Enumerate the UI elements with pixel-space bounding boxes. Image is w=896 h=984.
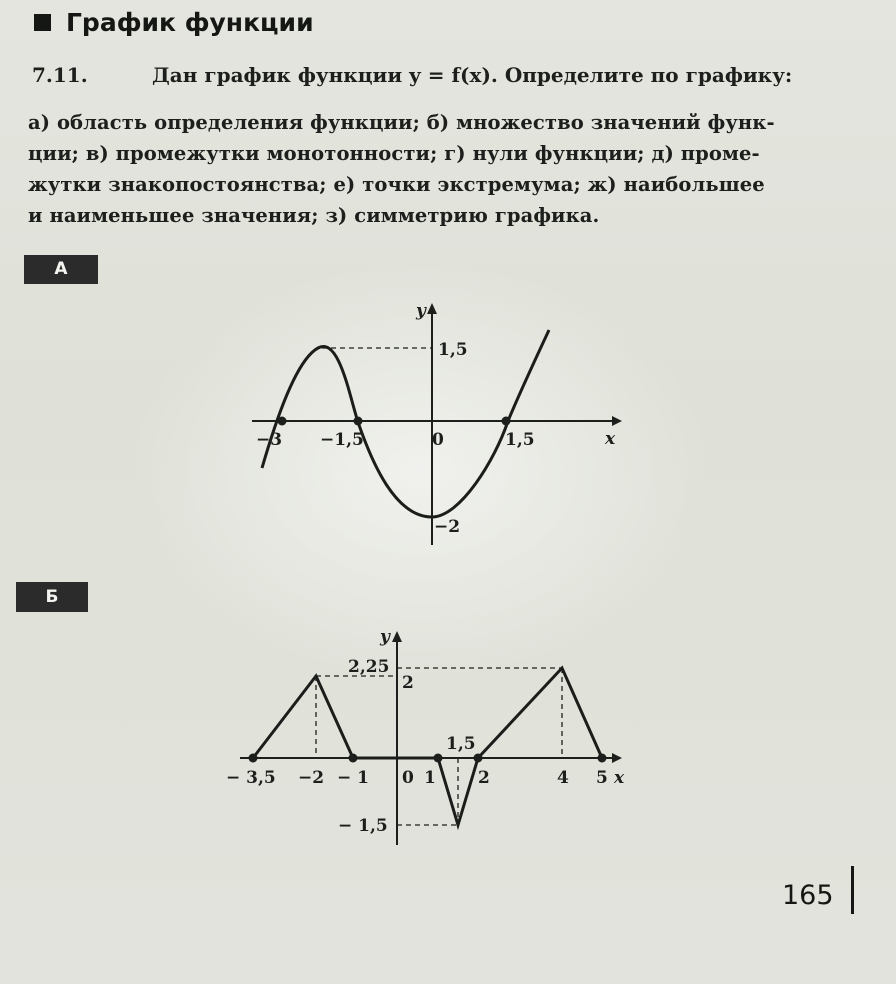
graph-b-tick-x-m1: − 1 [337, 768, 369, 788]
graph-b-curve [253, 668, 602, 825]
graph-b-tick-y-m15: − 1,5 [338, 816, 388, 836]
graph-b-tick-x-m35: − 3,5 [226, 768, 276, 788]
graph-a-y-label: y [416, 301, 426, 321]
graph-b-tick-y-225: 2,25 [348, 657, 390, 677]
graph-b-tick-y-2: 2 [402, 673, 414, 693]
question-line: и наименьшее значения; з) симметрию графика. [28, 204, 600, 227]
question-line: жутки знакопостоянства; е) точки экстремума; ж) наибольшее [28, 173, 765, 196]
graph-b-y-arrow-icon [392, 631, 402, 642]
graph-a-tick-x-p15: 1,5 [505, 430, 535, 450]
graph-b-tick-x-1: 1 [424, 768, 436, 788]
graph-b-label: Б [16, 582, 88, 612]
graph-a-zero-point [502, 417, 511, 426]
graph-a [252, 301, 622, 545]
graph-a-y-arrow-icon [427, 303, 437, 314]
problem-statement: Дан график функции y = f(x). Определите по графику: [152, 63, 793, 87]
graph-b [226, 627, 625, 845]
page-number: 165 [782, 880, 834, 911]
graph-b-point [249, 754, 258, 763]
graph-b-point [598, 754, 607, 763]
graph-a-zero-point [354, 417, 363, 426]
graph-a-tick-y-max: 1,5 [438, 340, 468, 360]
graph-b-x-arrow-icon [612, 753, 622, 763]
page-number-bar [851, 866, 854, 914]
graph-b-point [349, 754, 358, 763]
graph-b-tick-x-m2: −2 [298, 768, 325, 788]
graph-b-tick-x-4: 4 [557, 768, 569, 788]
graph-b-tick-x-5: 5 [596, 768, 608, 788]
graph-b-tick-y-15: 1,5 [446, 734, 476, 754]
graph-b-tick-x-2: 2 [478, 768, 490, 788]
problem-number: 7.11. [32, 63, 88, 87]
graph-a-label: А [24, 255, 98, 284]
graph-b-point [434, 754, 443, 763]
graph-a-tick-origin: 0 [432, 430, 444, 450]
graph-a-tick-x-m3: −3 [256, 430, 283, 450]
question-line: а) область определения функции; б) множество значений функ- [28, 111, 775, 134]
graph-a-x-label: x [605, 429, 616, 449]
section-title: График функции [66, 8, 314, 37]
graph-b-point [474, 754, 483, 763]
graph-a-x-arrow-icon [612, 416, 622, 426]
question-line: ции; в) промежутки монотонности; г) нули функции; д) проме- [28, 142, 760, 165]
graph-a-zero-point [278, 417, 287, 426]
graph-b-y-label: y [380, 627, 390, 647]
graph-b-x-label: x [614, 768, 625, 788]
graph-a-tick-y-min: −2 [434, 517, 461, 537]
graph-a-tick-x-m15: −1,5 [320, 430, 364, 450]
graph-b-tick-origin: 0 [402, 768, 414, 788]
